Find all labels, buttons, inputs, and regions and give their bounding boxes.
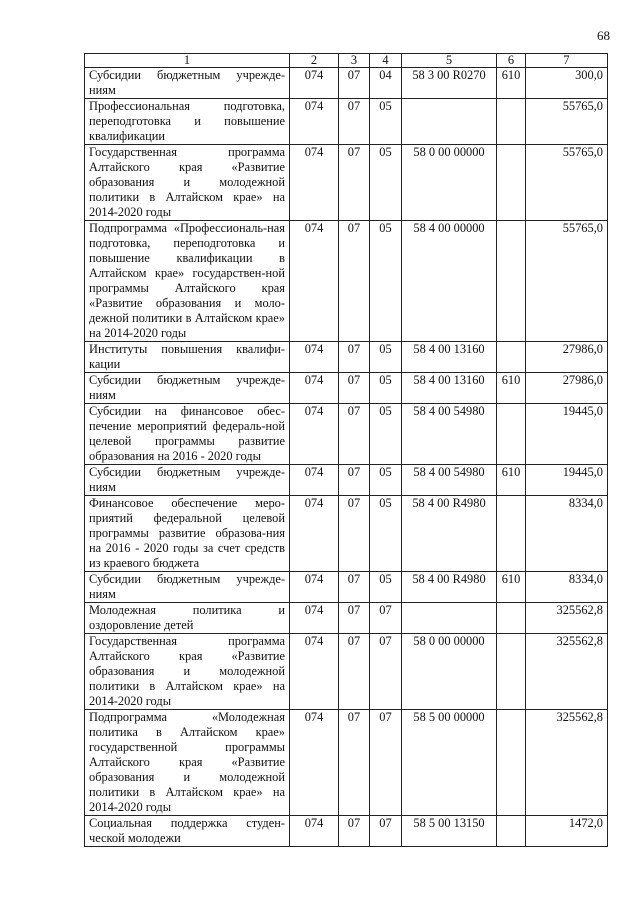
- row-expense-type: [497, 145, 526, 221]
- row-target-article: 58 4 00 R4980: [402, 572, 497, 603]
- row-expense-type: 610: [497, 572, 526, 603]
- row-subsection: 05: [370, 373, 402, 404]
- table-row: [85, 496, 608, 572]
- row-target-article: 58 0 00 00000: [402, 145, 497, 221]
- row-name: Субсидии на финансовое обес-печение мероприятий федераль-ной целевой программы развитие образования на 2016 - 2020 годы: [85, 404, 290, 465]
- row-target-article: 58 4 00 13160: [402, 373, 497, 404]
- row-section: 07: [339, 342, 370, 373]
- row-admin-code: 074: [290, 342, 339, 373]
- row-name: Молодежная политика и оздоровление детей: [85, 603, 290, 634]
- column-header: 2: [290, 54, 339, 68]
- row-admin-code: 074: [290, 710, 339, 816]
- row-amount: 8334,0: [526, 496, 608, 572]
- row-admin-code: 074: [290, 634, 339, 710]
- row-expense-type: [497, 496, 526, 572]
- row-amount: 19445,0: [526, 465, 608, 496]
- table-row: [85, 404, 608, 465]
- row-admin-code: 074: [290, 816, 339, 847]
- row-admin-code: 074: [290, 572, 339, 603]
- row-amount: 325562,8: [526, 634, 608, 710]
- row-amount: 27986,0: [526, 342, 608, 373]
- row-expense-type: 610: [497, 373, 526, 404]
- row-expense-type: 610: [497, 68, 526, 99]
- row-expense-type: 610: [497, 465, 526, 496]
- row-subsection: 05: [370, 572, 402, 603]
- row-subsection: 05: [370, 99, 402, 145]
- row-admin-code: 074: [290, 465, 339, 496]
- row-subsection: 05: [370, 496, 402, 572]
- table-row: [85, 99, 608, 145]
- row-admin-code: 074: [290, 68, 339, 99]
- row-section: 07: [339, 496, 370, 572]
- row-name: Субсидии бюджетным учрежде-ниям: [85, 465, 290, 496]
- table-row: [85, 145, 608, 221]
- row-name: Государственная программа Алтайского края «Развитие образования и молодежной политики в Алтайском крае» на 2014-2020 годы: [85, 145, 290, 221]
- row-admin-code: 074: [290, 373, 339, 404]
- table-row: [85, 221, 608, 342]
- column-header: 7: [526, 54, 608, 68]
- row-expense-type: [497, 710, 526, 816]
- row-amount: 55765,0: [526, 99, 608, 145]
- row-target-article: [402, 603, 497, 634]
- row-subsection: 04: [370, 68, 402, 99]
- table-row: [85, 816, 608, 847]
- row-target-article: 58 0 00 00000: [402, 634, 497, 710]
- row-section: 07: [339, 465, 370, 496]
- row-section: 07: [339, 99, 370, 145]
- row-section: 07: [339, 373, 370, 404]
- row-subsection: 05: [370, 145, 402, 221]
- row-section: 07: [339, 572, 370, 603]
- column-header: 4: [370, 54, 402, 68]
- row-subsection: 05: [370, 221, 402, 342]
- table-row: [85, 710, 608, 816]
- column-number-row: [85, 54, 608, 68]
- row-amount: 1472,0: [526, 816, 608, 847]
- row-admin-code: 074: [290, 496, 339, 572]
- row-target-article: 58 5 00 13150: [402, 816, 497, 847]
- row-section: 07: [339, 404, 370, 465]
- row-amount: 55765,0: [526, 221, 608, 342]
- row-section: 07: [339, 603, 370, 634]
- table-row: [85, 342, 608, 373]
- row-target-article: 58 5 00 00000: [402, 710, 497, 816]
- row-subsection: 07: [370, 710, 402, 816]
- row-name: Подпрограмма «Молодежная политика в Алтайском крае» государственной программы Алтайского края «Развитие образования и молодежной политики в Алтайском крае» на 2014-2020 годы: [85, 710, 290, 816]
- row-section: 07: [339, 634, 370, 710]
- table-row: [85, 373, 608, 404]
- row-amount: 325562,8: [526, 603, 608, 634]
- table-row: [85, 572, 608, 603]
- row-amount: 55765,0: [526, 145, 608, 221]
- row-amount: 19445,0: [526, 404, 608, 465]
- row-expense-type: [497, 99, 526, 145]
- row-subsection: 07: [370, 634, 402, 710]
- row-section: 07: [339, 68, 370, 99]
- row-name: Субсидии бюджетным учрежде-ниям: [85, 68, 290, 99]
- row-name: Социальная поддержка студен-ческой молодежи: [85, 816, 290, 847]
- row-name: Субсидии бюджетным учрежде-ниям: [85, 572, 290, 603]
- row-amount: 8334,0: [526, 572, 608, 603]
- row-expense-type: [497, 603, 526, 634]
- row-admin-code: 074: [290, 99, 339, 145]
- row-amount: 300,0: [526, 68, 608, 99]
- row-section: 07: [339, 145, 370, 221]
- row-name: Подпрограмма «Профессиональ-ная подготовка, переподготовка и повышение квалификации в Алтайском крае» государствен-ной программы Алтайского края «Развитие образования и моло-дежной политики в Алтайском крае» на 2014-2020 годы: [85, 221, 290, 342]
- row-section: 07: [339, 816, 370, 847]
- column-header: 3: [339, 54, 370, 68]
- row-admin-code: 074: [290, 404, 339, 465]
- row-expense-type: [497, 634, 526, 710]
- row-subsection: 05: [370, 342, 402, 373]
- table-row: [85, 634, 608, 710]
- table-row: [85, 603, 608, 634]
- row-name: Финансовое обеспечение меро-приятий федеральной целевой программы развитие образова-ния на 2016 - 2020 годы за счет средств из краевого бюджета: [85, 496, 290, 572]
- row-admin-code: 074: [290, 221, 339, 342]
- table-row: [85, 68, 608, 99]
- row-name: Профессиональная подготовка, переподготовка и повышение квалификации: [85, 99, 290, 145]
- row-admin-code: 074: [290, 145, 339, 221]
- row-target-article: 58 4 00 00000: [402, 221, 497, 342]
- row-name: Субсидии бюджетным учрежде-ниям: [85, 373, 290, 404]
- row-target-article: 58 4 00 54980: [402, 404, 497, 465]
- table-row: [85, 465, 608, 496]
- row-amount: 27986,0: [526, 373, 608, 404]
- row-target-article: 58 4 00 R4980: [402, 496, 497, 572]
- row-amount: 325562,8: [526, 710, 608, 816]
- row-admin-code: 074: [290, 603, 339, 634]
- row-subsection: 05: [370, 404, 402, 465]
- row-expense-type: [497, 221, 526, 342]
- row-target-article: 58 3 00 R0270: [402, 68, 497, 99]
- row-subsection: 07: [370, 603, 402, 634]
- page-number: 68: [597, 28, 610, 43]
- column-header: 6: [497, 54, 526, 68]
- column-header: 5: [402, 54, 497, 68]
- row-section: 07: [339, 221, 370, 342]
- row-target-article: [402, 99, 497, 145]
- row-target-article: 58 4 00 13160: [402, 342, 497, 373]
- column-header: 1: [85, 54, 290, 68]
- row-expense-type: [497, 342, 526, 373]
- row-name: Институты повышения квалифи-кации: [85, 342, 290, 373]
- budget-table: [84, 53, 608, 847]
- row-target-article: 58 4 00 54980: [402, 465, 497, 496]
- row-section: 07: [339, 710, 370, 816]
- row-name: Государственная программа Алтайского края «Развитие образования и молодежной политики в Алтайском крае» на 2014-2020 годы: [85, 634, 290, 710]
- row-expense-type: [497, 816, 526, 847]
- row-expense-type: [497, 404, 526, 465]
- row-subsection: 07: [370, 816, 402, 847]
- row-subsection: 05: [370, 465, 402, 496]
